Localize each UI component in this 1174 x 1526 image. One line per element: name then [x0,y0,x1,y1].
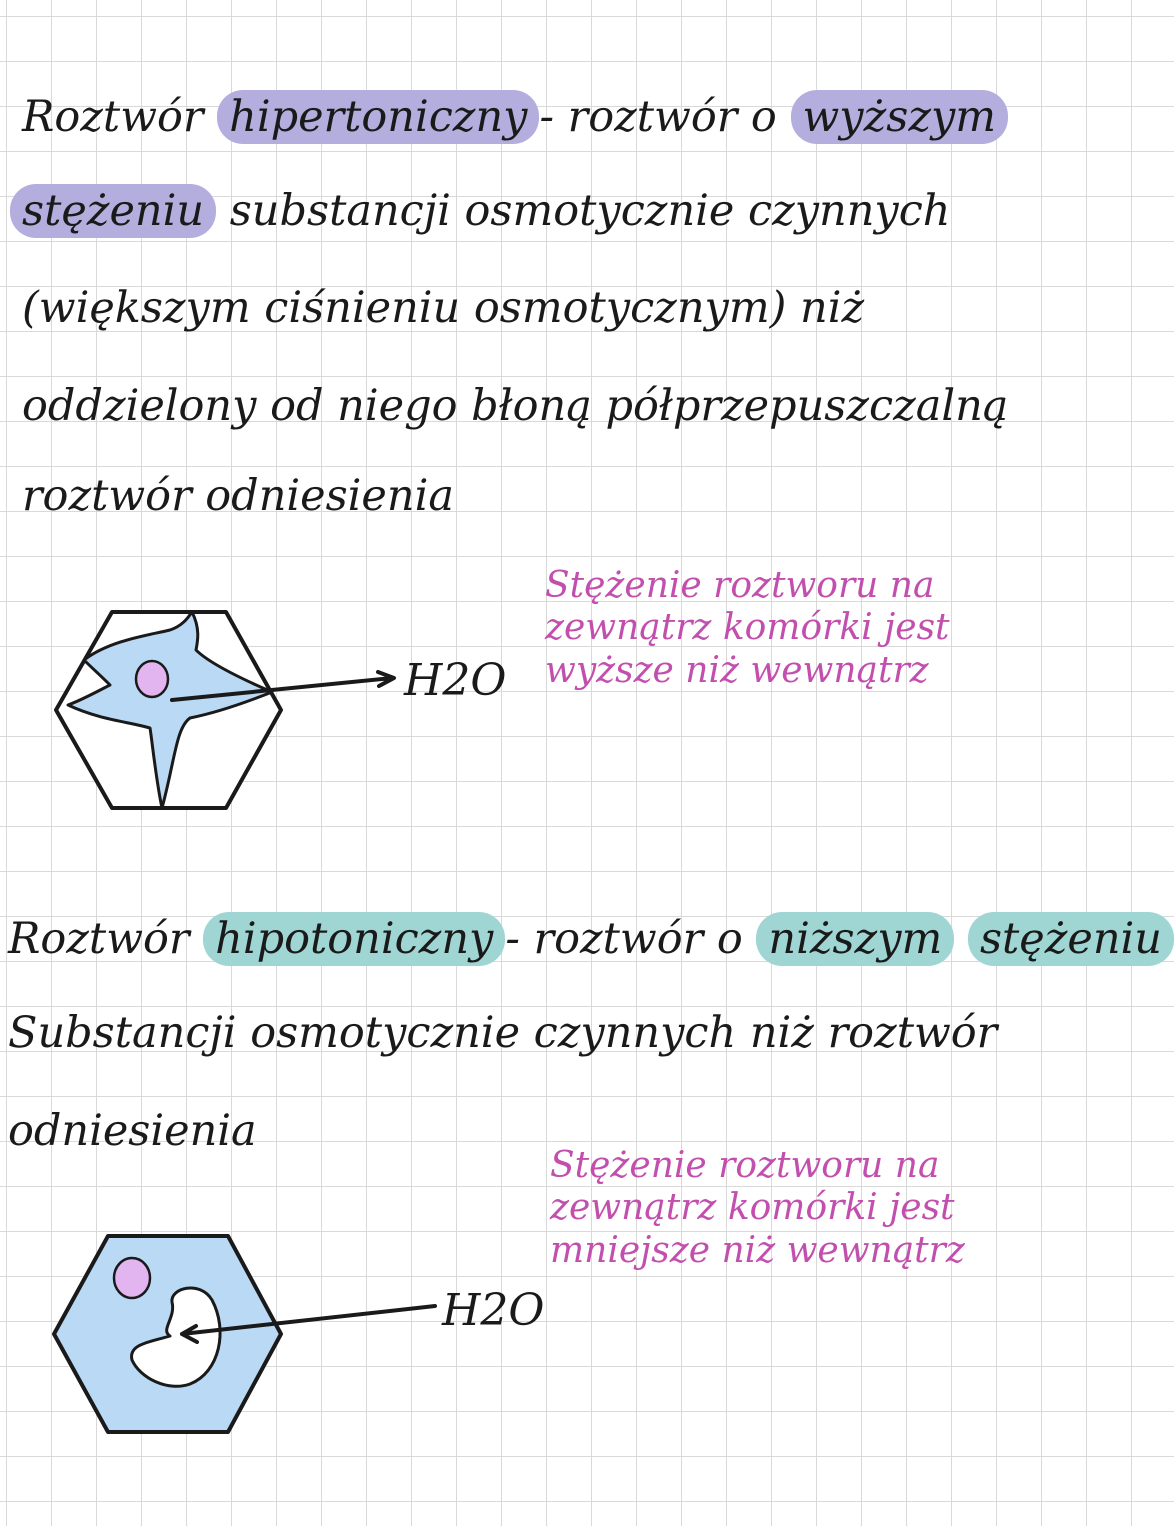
line-text: - roztwór o [539,92,791,142]
hypotonic-nucleus [114,1258,150,1298]
highlight-wyzszym: wyższym [791,90,1009,144]
hypertonic-h2o-label: H2O [404,655,507,706]
line-text: odniesienia [8,1106,257,1156]
hypotonic-note: Stężenie roztworu na zewnątrz komórki jest mniejsze niż wewnątrz [550,1145,965,1271]
highlight-hipertoniczny: hipertoniczny [217,90,539,144]
hypertonic-nucleus [136,661,168,697]
highlight-stezeniu-2: stężeniu [968,912,1174,966]
hypertonic-cell-diagram [56,612,394,808]
highlight-nizszym: niższym [756,912,954,966]
line-text: oddzielony od niego błoną półprzepuszczalną [22,381,1009,431]
line-text: Roztwór [22,92,218,142]
hypotonic-h2o-label: H2O [442,1285,545,1336]
line-text: Roztwór [8,914,204,964]
hypertonic-note: Stężenie roztworu na zewnątrz komórki jest wyższe niż wewnątrz [545,565,950,691]
line-text: Substancji osmotycznie czynnych niż roztwór [8,1008,998,1058]
line-text: (większym ciśnieniu osmotycznym) niż [22,283,865,333]
line-text: substancji osmotycznie czynnych [216,186,951,236]
highlight-stezeniu: stężeniu [10,184,216,238]
hypotonic-cell-diagram [54,1236,435,1432]
line-text: - roztwór o [505,914,757,964]
line-text: roztwór odniesienia [22,471,454,521]
highlight-hipotoniczny: hipotoniczny [203,912,505,966]
